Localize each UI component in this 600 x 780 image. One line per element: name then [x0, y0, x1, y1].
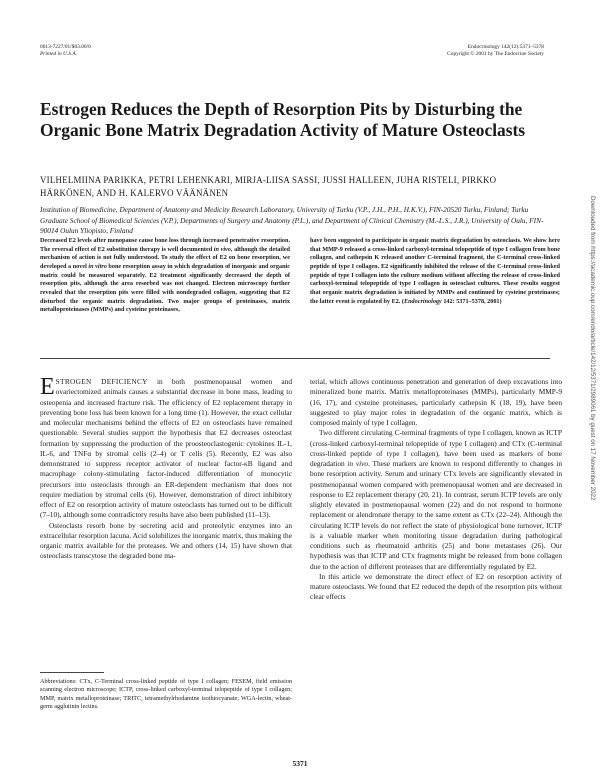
intro-paragraph-2: Osteoclasts resorb bone by secreting acid and proteolytic enzymes into an extracellular resorption lacuna. Acid solubilizes the inorganic matrix, thus making the organic matrix available for the proteases. We and others (14, 15) have shown that osteoclasts transcytose the degraded bone ma-	[40, 520, 292, 561]
intro-paragraph-4: In this article we demonstrate the direct effect of E2 on resorption activity of mature osteoclasts. We found that E2 reduced the depth of the resorption pits without clear effects	[310, 571, 562, 602]
journal-citation: Endocrinology 142(12):5371–5378	[467, 44, 544, 50]
abstract-divider	[40, 358, 550, 359]
abstract-column-1: Decreased E2 levels after menopause cause bone loss through increased penetrative resorption. The reversal effect of E2 substitution therapy is well documented in vivo, although the detailed mechanism of action is not fully understood. To study the effect of E2 on bone resorption, we developed a novel in vitro bone resorption assay in which degradation of inorganic and organic matrix could be measured separately. E2 treatment significantly decreased the depth of resorption pits, although the area resorbed was not changed. Electron microscopy further revealed that the resorption pits were filled with nondegraded collagen, suggesting that E2 disturbed the organic matrix degradation. Two major groups of proteinases, matrix metalloproteinases (MMPs) and cysteine proteinases,	[40, 237, 290, 314]
intro-paragraph-2-cont: terial, which allows continuous penetration and generation of deep excavations into mineralized bone matrix. Matrix metalloproteinases (MMPs), particularly MMP-9 (16, 17), and cysteine proteinases, particularly cathepsin K (18, 19), have been suggested to play major roles in degradation of the organic matrix, which is composed mainly of type I collagen.	[310, 377, 562, 427]
running-header-left	[40, 44, 91, 57]
abbreviations-footnote: Abbreviations: CTx, C-Terminal cross-linked peptide of type I collagen; FESEM, field emission scanning electron microscope; ICTP, cross-linked carboxyl-terminal telopeptide of type I collagen; MMP, matrix metalloproteinase; TRITC, tetramethylrhodamine isothiocyanate; WGA-lectin, wheat-germ agglutinin lectins.	[40, 678, 292, 710]
footnote-divider	[40, 672, 104, 673]
author-list: VILHELMIINA PARIKKA, PETRI LEHENKARI, MIRJA-LIISA SASSI, JUSSI HALLEEN, JUHA RISTELI, PIRKKO HÄRKÖNEN, AND H. KALERVO VÄÄNÄNEN	[40, 175, 497, 198]
body-column-2	[310, 377, 562, 603]
intro-paragraph-3: Two different circulating C-terminal fragments of type I collagen, known as ICTP (cross-linked carboxyl-terminal telopeptide of type I collagen) and CTx (C-terminal cross-linked peptide of type I collagen), have been used as markers of bone degradation in vivo. These markers are known to respond differently to changes in bone resorption activity. Serum and urinary CTx levels are significantly elevated in postmenopausal women compared with premenopausal women and are decreased in response to E2 replacement therapy (20, 21). In contrast, serum ICTP levels are only slightly elevated in postmenopausal women (22) and do not respond to hormone replacement or alendronate therapy to the same extent as CTx (22–24). Although the circulating ICTP levels do not reflect the state of physiological bone turnover, ICTP is a valuable marker when monitoring tissue degradation during pathological conditions such as rheumatoid arthritis (25) and bone metastases (26). Our hypothesis was that ICTP and CTx fragments might be released from bone collagen due to the action of different proteases that are differentially regulated by E2.	[310, 428, 562, 571]
page-number: 5371	[292, 759, 308, 768]
issn-line: 0013-7227/01/$03.00/0	[40, 44, 91, 50]
running-header-right	[447, 44, 544, 57]
download-watermark: Downloaded from https://academic.oup.com/endo/article/142/12/5371/2989061 by guest on 17 November 2022	[589, 196, 596, 501]
printed-in: Printed in U.S.A.	[40, 50, 77, 57]
abstract-column-2: have been suggested to participate in organic matrix degradation by osteoclasts. We show here that MMP-9 released a cross-linked carboxyl-terminal telopeptide of type I collagen from bone collagen, and cathepsin K released another C-terminal fragment, the C-terminal cross-linked peptide of type I collagen. E2 significantly inhibited the release of the C-terminal cross-linked peptide of type I collagen into the culture medium without affecting the release of cross-linked carboxyl-terminal telopeptide of type I collagen in osteoclast cultures. These results suggest that organic matrix degradation is initiated by MMPs and continued by cysteine proteinases; the latter event is regulated by E2. (Endocrinology 142: 5371–5378, 2001)	[310, 237, 560, 305]
body-column-1	[40, 374, 292, 562]
drop-cap: E	[40, 374, 55, 400]
copyright-line: Copyright © 2001 by The Endocrine Society	[447, 50, 544, 57]
article-title: Estrogen Reduces the Depth of Resorption Pits by Disturbing the Organic Bone Matrix Degradation Activity of Mature Osteoclasts	[40, 99, 526, 140]
affiliations: Institution of Biomedicine, Department of Anatomy and Medicity Research Laboratory, University of Turku (V.P., J.H., P.H., H.K.V.), FIN-20520 Turku, Finland; Turku Graduate School of Biomedical Sciences (V.P.), Departments of Surgery and Anatomy (P.L.), and Department of Clinical Chemistry (M.-L.S., J.R.), University of Oulu, FIN-90014 Oulun Yliopisto, Finland	[40, 205, 544, 235]
intro-paragraph-1: ESTROGEN DEFICIENCY in both postmenopausal women and ovariectomized animals causes a substantial decrease in bone mass, leading to osteopenia and increased fracture risk. The efficiency of E2 replacement therapy in preventing bone loss has been known for a long time (1). However, the exact cellular and molecular mechanisms behind the effects of E2 on osteoclasts have remained questionable. Several studies support the hypothesis that E2 decreases osteoclast formation by suppressing the production of the proosteoclastogenic cytokines IL-1, IL-6, and TNFα by stromal cells (2–4) or T cells (5). Recently, E2 was also demonstrated to suppress receptor activator of nuclear factor-κB ligand and macrophage colony-stimulating factor-induced differentiation of monocytic precursors into osteoclasts through an ER-dependent mechanism that does not require mediation by stromal cells (6). However, demonstration of direct inhibitory effect of E2 on resorption activity of mature osteoclasts has turned out to be difficult (7–10), although some contradictory results have also been published (11–13).	[40, 374, 292, 520]
